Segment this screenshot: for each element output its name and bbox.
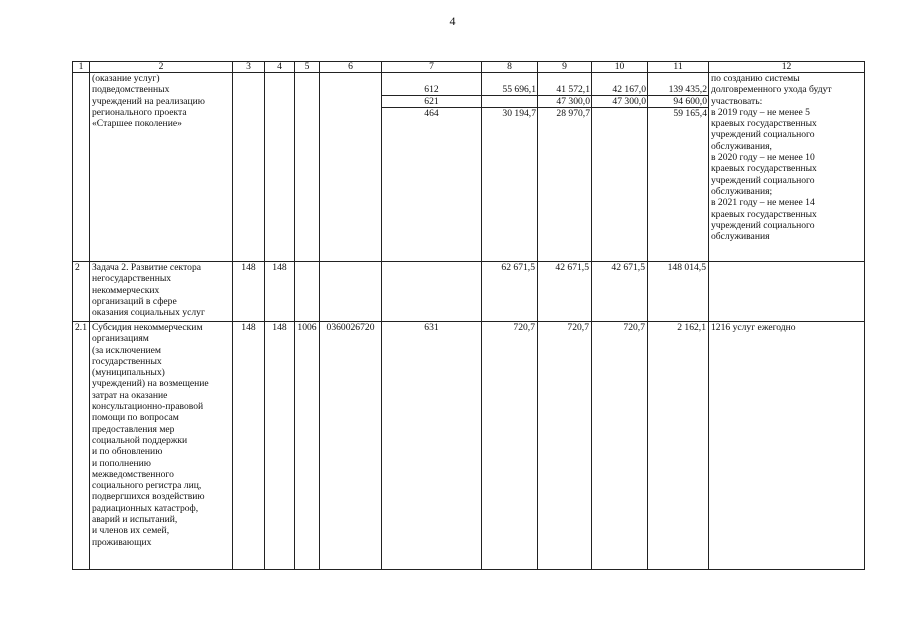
expense-type-code: 621 [382,96,482,108]
col9-cell: 42 671,5 [538,262,592,322]
col5-cell [295,262,320,322]
header-cell: 8 [482,62,538,73]
budget-table [72,61,865,570]
result-cell: по созданию системы долговременного ухода будут участвовать: в 2019 году – не менее 5 краевых государственных учреждений социального обслуживания, в 2020 году – не менее 10 краевых государственных учреждений социального обслуживания; в 2021 году – не менее 14 краевых государственных учреждений социального обслуживания [709,73,865,262]
amount-value: 42 167,0 [592,84,648,96]
amount-value: 55 696,1 [482,84,538,96]
col4-cell [265,73,295,262]
header-cell: 3 [233,62,265,73]
header-cell: 4 [265,62,295,73]
result-cell [709,262,865,322]
col8-cell [482,73,538,262]
amount-value: 139 435,2 [648,84,709,96]
description-cell: (оказание услуг) подведомственных учреждений на реализацию регионального проекта «Старшее поколение» [90,73,233,262]
amount-value: 59 165,4 [673,108,707,120]
amount-value: 47 300,0 [592,96,648,108]
header-cell: 7 [382,62,482,73]
row-number-cell: 2.1 [73,322,90,570]
col4-cell: 148 [265,262,295,322]
col5-cell [295,73,320,262]
page-number: 4 [449,14,456,28]
amount-value [482,96,538,108]
row-number-cell: 2 [73,262,90,322]
col9-cell [538,73,592,262]
col11-cell: 2 162,1 [648,322,709,570]
table-row [73,262,865,322]
header-cell: 11 [648,62,709,73]
row-number-cell [73,73,90,262]
col7-cell: 631 [382,322,482,570]
col10-cell: 720,7 [592,322,648,570]
amount-value: 47 300,0 [538,96,592,108]
col6-cell: 0360026720 [320,322,382,570]
col4-cell: 148 [265,322,295,570]
header-cell: 12 [709,62,865,73]
col8-cell: 720,7 [482,322,538,570]
result-cell: 1216 услуг ежегодно [709,322,865,570]
table-row [73,73,865,262]
amount-value: 28 970,7 [556,108,590,120]
col5-cell: 1006 [295,322,320,570]
header-cell: 6 [320,62,382,73]
amount-value [592,108,648,119]
col11-cell [648,73,709,262]
table-row [73,322,865,570]
col7-cell [382,262,482,322]
col7-cell [382,73,482,262]
col11-cell: 148 014,5 [648,262,709,322]
amount-value: 41 572,1 [538,84,592,96]
col3-cell: 148 [233,262,265,322]
amount-value: 94 600,0 [648,96,709,108]
col9-cell: 720,7 [538,322,592,570]
col3-cell [233,73,265,262]
col3-cell: 148 [233,322,265,570]
header-cell: 2 [90,62,233,73]
col10-cell: 42 671,5 [592,262,648,322]
col6-cell [320,262,382,322]
description-cell: Субсидия некоммерческим организациям (за исключением государственных (муниципальных) учреждений) на возмещение затрат на оказание консультационно-правовой помощи по вопросам предоставления мер социальной поддержки и по обновлению и пополнению межведомственного социального регистра лиц, подвергшихся воздействию радиационных катастроф, аварий и испытаний, и членов их семей, проживающих [90,322,233,570]
expense-type-code: 464 [424,108,439,120]
header-cell: 5 [295,62,320,73]
col6-cell [320,73,382,262]
expense-type-code: 612 [382,84,482,96]
header-row [73,62,865,73]
amount-value: 30 194,7 [502,108,536,120]
col10-cell [592,73,648,262]
header-cell: 10 [592,62,648,73]
col8-cell: 62 671,5 [482,262,538,322]
header-cell: 9 [538,62,592,73]
description-cell: Задача 2. Развитие сектора негосударственных некоммерческих организаций в сфере оказания социальных услуг [90,262,233,322]
header-cell: 1 [73,62,90,73]
